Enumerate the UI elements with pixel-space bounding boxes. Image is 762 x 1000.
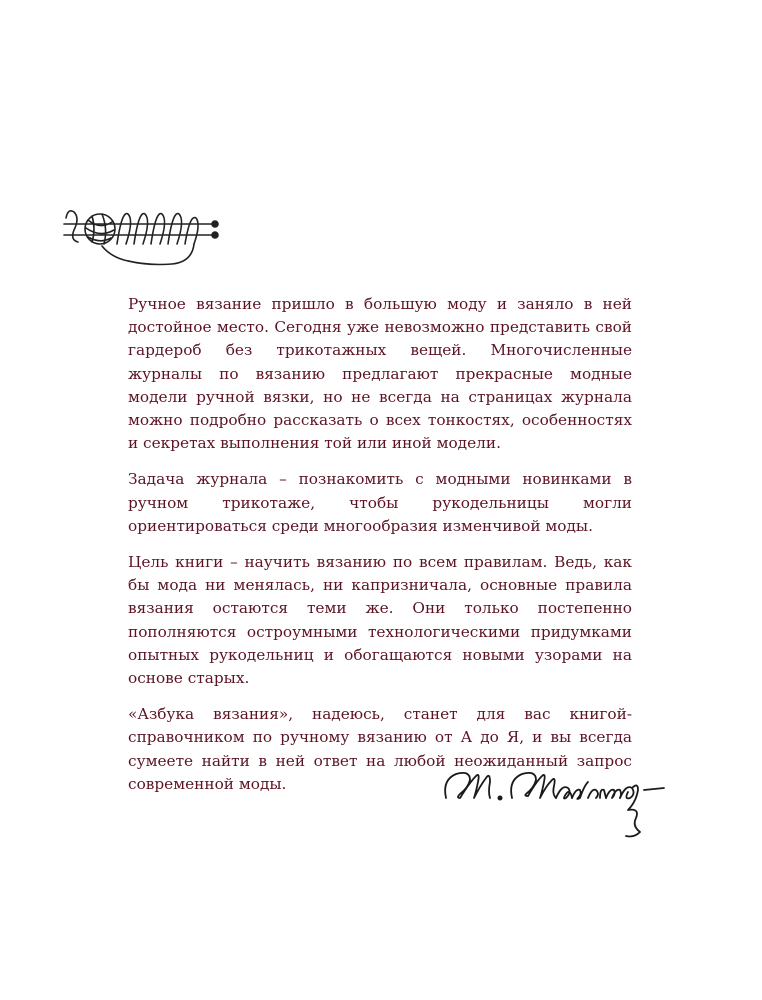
yarn-ball-knitting-needles-icon xyxy=(62,200,232,278)
paragraph: «Азбука вязания», надеюсь, станет для вас книгой-справочником по ручному вязанию от А до Я, и вы всегда сумеете найти в ней ответ на любой неожиданный запрос современной моды. xyxy=(128,705,632,793)
paragraph: Цель книги – научить вязанию по всем правилам. Ведь, как бы мода ни менялась, ни капризничала, основные правила вязания остаются теми же. Они только постепенно пополняются остроумными технологическими придумками опытных рукодельниц и обогащаются новыми узорами на основе старых. xyxy=(128,553,632,688)
paragraph: Задача журнала – познакомить с модными новинками в ручном трикотаже, чтобы рукодельницы могли ориентироваться среди многообразия изменчивой моды. xyxy=(128,470,632,535)
paragraph: Ручное вязание пришло в большую моду и заняло в ней достойное место. Сегодня уже невозможно представить свой гардероб без трикотажных вещей. Многочисленные журналы по вязанию предлагают прекрасные модные модели ручной вязки, но не всегда на страницах журнала можно подробно рассказать о всех тонкостях, особенностях и секретах выполнения той или иной модели. xyxy=(128,295,632,453)
signature xyxy=(440,758,672,848)
body-text xyxy=(128,293,632,809)
